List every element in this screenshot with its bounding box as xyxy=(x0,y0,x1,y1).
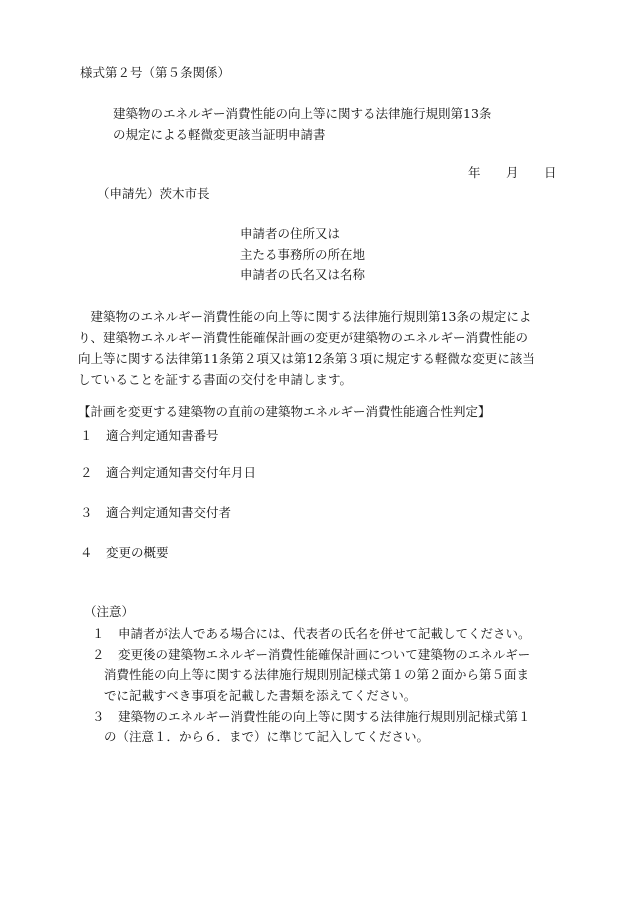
note-text: 申請者が法人である場合には、代表者の氏名を併せて記載してください。 xyxy=(118,626,531,641)
document-title-line2: の規定による軽微変更該当証明申請書 xyxy=(113,127,326,142)
date-line xyxy=(468,165,557,181)
application-statement xyxy=(78,306,558,390)
note-1 xyxy=(92,626,531,642)
item-number: ３ xyxy=(80,505,93,520)
note-number: １ xyxy=(92,626,105,641)
note-text: 変更後の建築物エネルギー消費性能確保計画について建築物のエネルギー xyxy=(118,647,531,662)
date-month-label: 月 xyxy=(506,165,519,180)
statement-line: していることを証する書面の交付を申請します。 xyxy=(78,372,353,387)
recipient: （申請先）茨木市長 xyxy=(97,186,210,201)
statement-line: 向上等に関する法律第11条第２項又は第12条第３項に規定する軽微な変更に該当 xyxy=(78,351,535,366)
note-text: 建築物のエネルギー消費性能の向上等に関する法律施行規則別記様式第１ xyxy=(118,709,531,724)
notes-heading: （注意） xyxy=(84,604,135,619)
note-3 xyxy=(92,709,531,725)
note-number: ３ xyxy=(92,709,105,724)
item-label: 適合判定通知書交付年月日 xyxy=(106,465,257,480)
item-notice-issuer xyxy=(80,505,231,521)
item-label: 適合判定通知書交付者 xyxy=(106,505,232,520)
statement-line: 建築物のエネルギー消費性能の向上等に関する法律施行規則第13条の規定によ xyxy=(78,309,532,324)
note-2 xyxy=(92,647,530,663)
note-number: ２ xyxy=(92,647,105,662)
applicant-office-label: 主たる事務所の所在地 xyxy=(240,247,366,262)
item-number: １ xyxy=(80,428,93,443)
applicant-address-label: 申請者の住所又は xyxy=(240,226,341,241)
note-2-continuation: でに記載すべき事項を記載した書類を添えてください。 xyxy=(104,688,417,703)
note-2-continuation: 消費性能の向上等に関する法律施行規則別記様式第１の第２面から第５面ま xyxy=(104,667,530,682)
statement-line: り、建築物エネルギー消費性能確保計画の変更が建築物のエネルギー消費性能の xyxy=(78,330,529,345)
item-change-summary xyxy=(80,545,169,561)
item-number: ４ xyxy=(80,545,93,560)
date-day-label: 日 xyxy=(544,165,557,180)
note-3-continuation: の（注意１．から６．まで）に準じて記入してください。 xyxy=(104,729,430,744)
applicant-name-label: 申請者の氏名又は名称 xyxy=(240,267,366,282)
form-number: 様式第２号（第５条関係） xyxy=(80,65,231,80)
section-heading: 【計画を変更する建築物の直前の建築物エネルギー消費性能適合性判定】 xyxy=(78,404,491,419)
item-notice-date xyxy=(80,465,256,481)
item-label: 適合判定通知書番号 xyxy=(106,428,219,443)
item-number: ２ xyxy=(80,465,93,480)
item-notice-number xyxy=(80,428,219,444)
document-title-line1: 建築物のエネルギー消費性能の向上等に関する法律施行規則第13条 xyxy=(113,106,492,121)
item-label: 変更の概要 xyxy=(106,545,169,560)
date-year-label: 年 xyxy=(468,165,481,180)
